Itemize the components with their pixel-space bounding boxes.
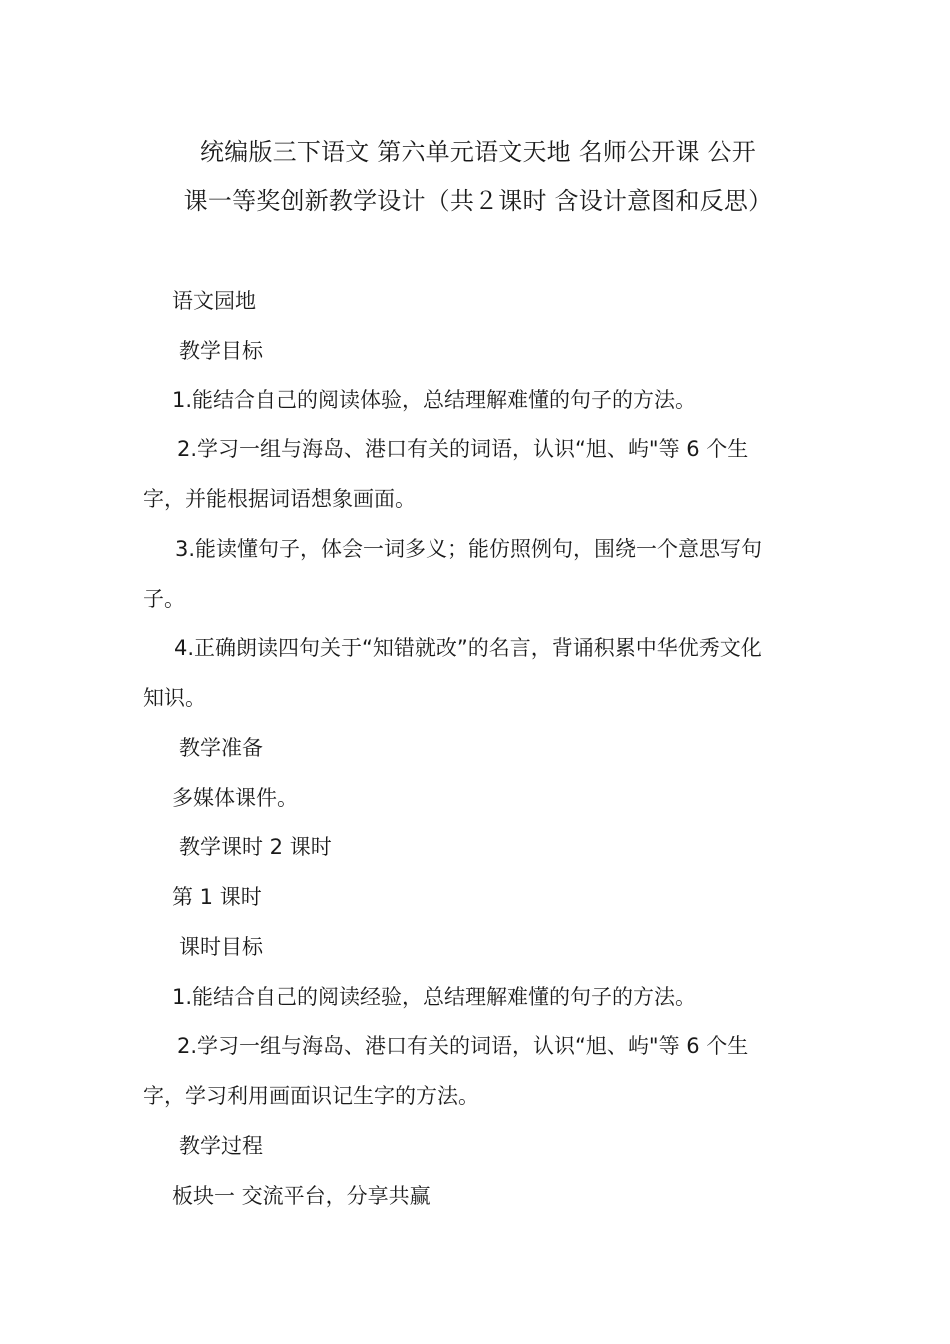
title-line-1: 统编版三下语文 第六单元语文天地 名师公开课 公开 <box>200 138 756 166</box>
heading-preparation: 教学准备 <box>179 736 263 760</box>
lesson-1-heading: 第 1 课时 <box>172 885 262 909</box>
section-heading-yuwen-yuandi: 语文园地 <box>172 289 256 313</box>
goal-2-line-2: 字，并能根据词语想象画面。 <box>143 487 416 511</box>
lesson-goal-2-line-1: 2.学习一组与海岛、港口有关的词语，认识“旭、屿"等 6 个生 <box>177 1034 749 1058</box>
preparation-text: 多媒体课件。 <box>172 786 298 810</box>
goal-4 <box>143 623 813 723</box>
title-line-2: 课一等奖创新教学设计（共２课时 含设计意图和反思） <box>183 187 773 215</box>
heading-teaching-goals: 教学目标 <box>179 339 263 363</box>
lesson-goal-1: 1.能结合自己的阅读经验，总结理解难懂的句子的方法。 <box>172 985 697 1009</box>
class-hours: 教学课时 2 课时 <box>179 835 332 859</box>
goal-2-line-1: 2.学习一组与海岛、港口有关的词语，认识“旭、屿"等 6 个生 <box>177 437 749 461</box>
lesson-goal-2-line-2: 字，学习利用画面识记生字的方法。 <box>143 1084 479 1108</box>
heading-lesson-goals: 课时目标 <box>179 935 263 959</box>
block-1-heading: 板块一 交流平台，分享共赢 <box>172 1184 431 1208</box>
goal-3-line-1: 3.能读懂句子，体会一词多义；能仿照例句，围绕一个意思写句 <box>175 537 763 561</box>
goal-4-line-1: 4.正确朗读四句关于“知错就改”的名言，背诵积累中华优秀文化 <box>174 636 762 660</box>
goal-3 <box>143 524 813 624</box>
lesson-goal-2 <box>143 1021 813 1121</box>
document-title <box>143 128 813 226</box>
goal-4-line-2: 知识。 <box>143 686 206 710</box>
goal-1: 1.能结合自己的阅读体验，总结理解难懂的句子的方法。 <box>172 388 697 412</box>
goal-2 <box>143 424 813 524</box>
heading-process: 教学过程 <box>179 1134 263 1158</box>
goal-3-line-2: 子。 <box>143 587 185 611</box>
